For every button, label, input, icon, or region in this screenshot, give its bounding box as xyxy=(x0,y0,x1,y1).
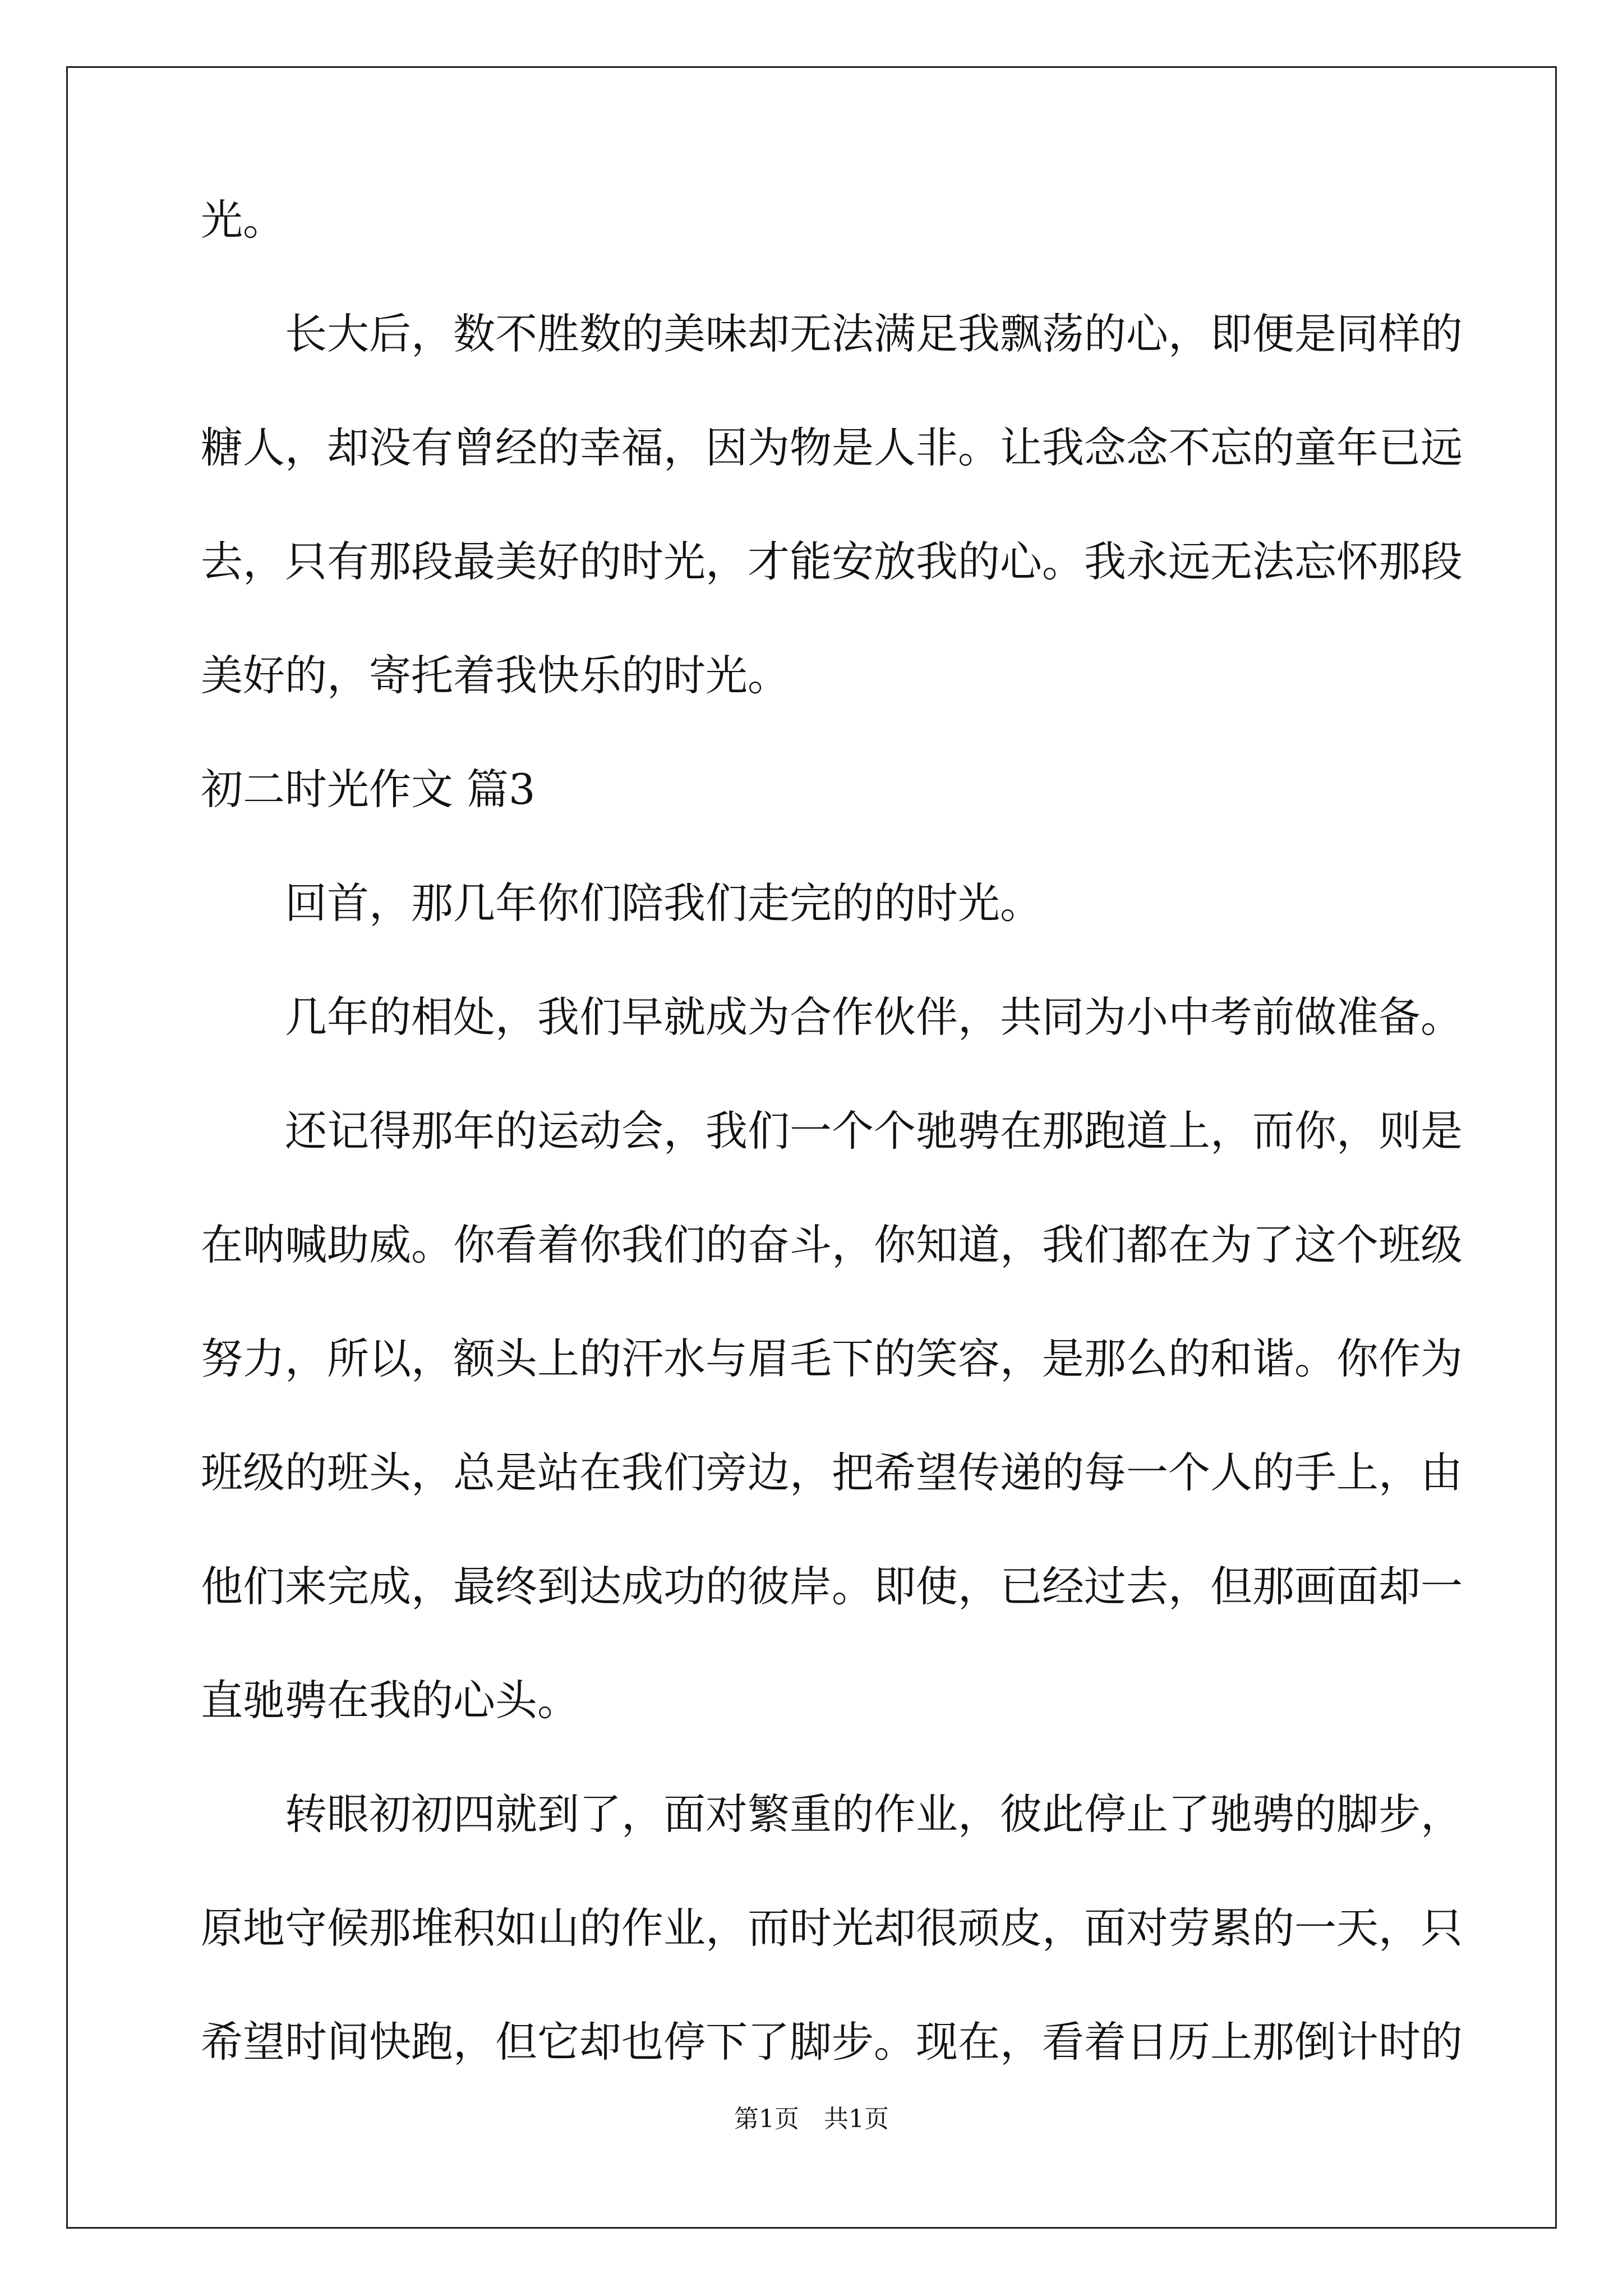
text-line: 原地守候那堆积如山的作业，而时光却很顽皮，面对劳累的一天，只 xyxy=(201,1903,1463,1953)
text-line: 直驰骋在我的心头。 xyxy=(201,1676,580,1725)
page-number: 第1页 xyxy=(734,2105,799,2133)
text-line: 去，只有那段最美好的时光，才能安放我的心。我永远无法忘怀那段 xyxy=(201,537,1463,586)
text-line: 还记得那年的运动会，我们一个个驰骋在那跑道上，而你，则是 xyxy=(285,1106,1463,1156)
text-line: 长大后，数不胜数的美味却无法满足我飘荡的心，即便是同样的 xyxy=(285,309,1463,358)
text-line: 几年的相处，我们早就成为合作伙伴，共同为小中考前做准备。 xyxy=(285,992,1463,1042)
page-footer xyxy=(0,2106,1623,2133)
document-body xyxy=(201,195,1463,2067)
text-line: 转眼初初四就到了，面对繁重的作业，彼此停止了驰骋的脚步， xyxy=(285,1789,1463,1839)
text-line: 美好的，寄托着我快乐的时光。 xyxy=(201,651,790,700)
text-line: 希望时间快跑，但它却也停下了脚步。现在，看着日历上那倒计时的 xyxy=(201,2017,1463,2067)
text-line: 光。 xyxy=(201,195,285,245)
text-line: 在呐喊助威。你看着你我们的奋斗，你知道，我们都在为了这个班级 xyxy=(201,1220,1463,1269)
text-line: 班级的班头，总是站在我们旁边，把希望传递的每一个人的手上，由 xyxy=(201,1448,1463,1497)
text-line: 糖人，却没有曾经的幸福，因为物是人非。让我念念不忘的童年已远 xyxy=(201,423,1463,472)
text-line: 他们来完成，最终到达成功的彼岸。即使，已经过去，但那画面却一 xyxy=(201,1562,1463,1611)
text-line: 回首，那几年你们陪我们走完的的时光。 xyxy=(285,878,1043,928)
section-heading: 初二时光作文 篇3 xyxy=(201,765,536,814)
text-line: 努力，所以，额头上的汗水与眉毛下的笑容，是那么的和谐。你作为 xyxy=(201,1334,1463,1383)
page-total: 共1页 xyxy=(824,2105,889,2133)
